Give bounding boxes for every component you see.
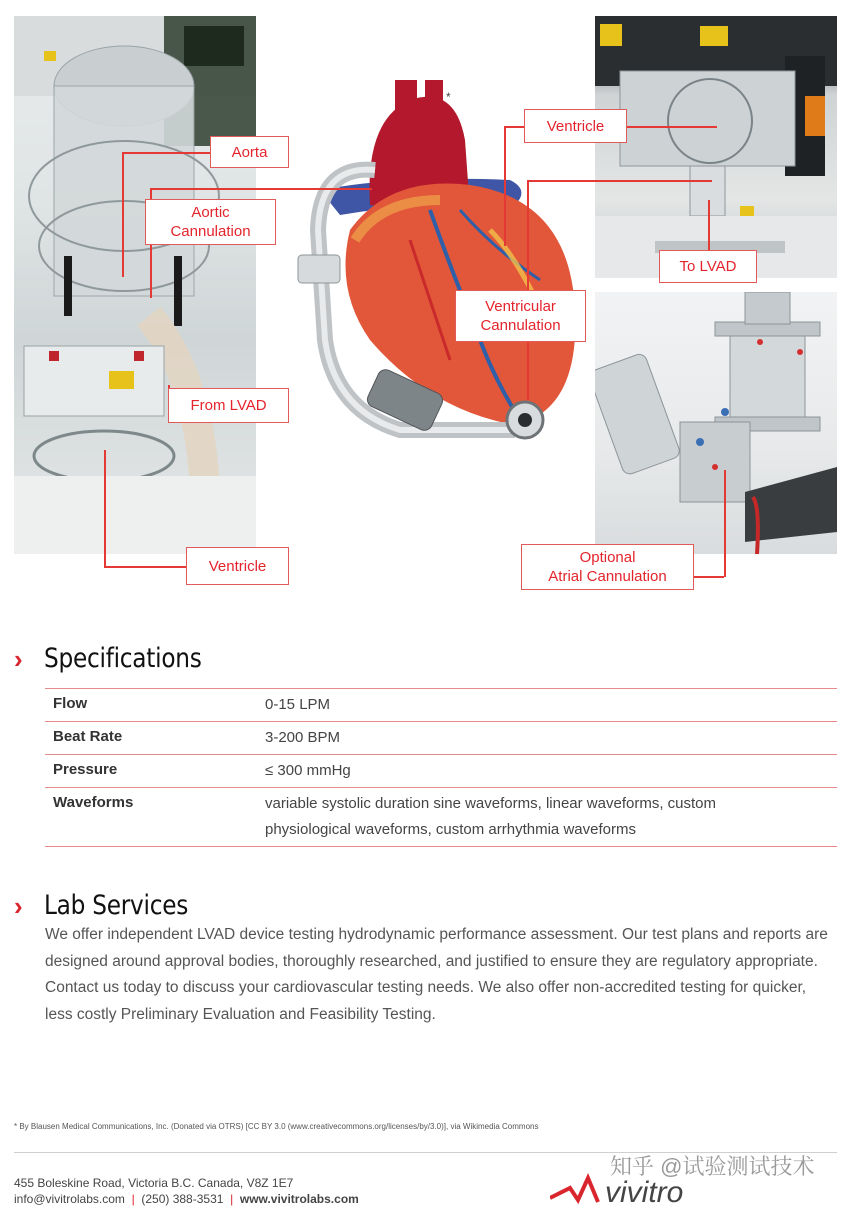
lab-services-title: Lab Services [44,890,189,921]
leader-line [104,450,106,567]
label-ventricle-right-text: Ventricle [546,117,605,135]
chevron-right-icon: › [14,643,23,674]
leader-line [627,126,717,128]
leader-line [527,180,712,182]
leader-line [122,152,124,277]
specifications-heading [14,643,227,674]
leader-line [504,126,524,128]
specifications-title: Specifications [44,643,202,674]
chevron-right-icon: › [14,890,23,921]
leader-line [527,342,529,400]
label-to-lvad [659,250,757,283]
footer-website-link[interactable]: www.vivitrolabs.com [239,1192,359,1206]
leader-line [104,566,186,568]
label-aortic-cannulation-line1: Aortic [191,204,230,221]
label-ventricular-cannulation-line2: Cannulation [480,317,561,334]
label-optional-atrial-line2: Atrial Cannulation [548,568,667,585]
label-optional-atrial-line1: Optional [579,549,636,566]
table-row [45,755,837,788]
table-row [45,689,837,722]
zhihu-watermark: 知乎 @试验测试技术 [610,1154,815,1179]
leader-line [504,126,506,246]
spec-value: 0-15 LPM [257,689,837,722]
label-ventricular-cannulation-line1: Ventricular [485,298,556,315]
specifications-table [45,688,837,847]
pulse-duplicator-photo [14,16,256,554]
footer-email-link[interactable]: info@vivitrolabs.com [14,1192,125,1206]
spec-value: 3-200 BPM [257,722,837,755]
table-row [45,788,837,847]
label-from-lvad-text: From LVAD [190,397,267,414]
leader-line [150,188,372,190]
leader-line [694,576,724,578]
label-aorta-text: Aorta [231,143,268,161]
footer-separator: | [131,1192,135,1206]
leader-line [122,152,212,154]
label-aortic-cannulation-line2: Cannulation [170,223,251,240]
label-to-lvad-text: To LVAD [679,258,737,275]
atrial-cannulation-cad-render [595,292,837,554]
label-ventricle-left-text: Ventricle [208,557,267,575]
spec-value: variable systolic duration sine waveforms, linear waveforms, custom physiological waveforms, custom arrhythmia waveforms [257,788,837,847]
image-credit-asterisk: * [446,90,451,104]
pulse-duplicator-closeup-photo [595,16,837,278]
image-credit-footnote: * By Blausen Medical Communications, Inc. (Donated via OTRS) [CC BY 3.0 (www.creativecommons.org/licenses/by/3.0)], via Wikimedia Commons [14,1122,539,1131]
leader-line [708,200,710,250]
lab-services-heading [14,890,212,921]
spec-key: Flow [45,689,257,722]
vivitro-logo [550,1168,850,1213]
label-ventricle-left [186,547,289,585]
label-optional-atrial-cannulation [521,544,694,590]
leader-line [527,180,529,290]
leader-line [724,470,726,577]
label-ventricle-right [524,109,627,143]
table-row [45,722,837,755]
footer-separator: | [230,1192,234,1206]
footer-address: 455 Boleskine Road, Victoria B.C. Canada, V8Z 1E7 [14,1176,294,1190]
label-ventricular-cannulation [455,290,586,342]
spec-key: Waveforms [45,788,257,847]
footer-contact [14,1192,359,1206]
lab-services-paragraph: We offer independent LVAD device testing hydrodynamic performance assessment. Our test plans and reports are designed around approval bodies, thoroughly researched, and justified to ensure they are regulatory appropriate. Contact us today to discuss your cardiovascular testing needs. We also offer non-accredited testing for quicker, less costly Preliminary Evaluation and Feasibility Testing. [45,926,828,1023]
spec-key: Pressure [45,755,257,788]
label-aortic-cannulation [145,199,276,245]
spec-value: ≤ 300 mmHg [257,755,837,788]
spec-key: Beat Rate [45,722,257,755]
label-aorta [210,136,289,168]
label-from-lvad [168,388,289,423]
svg-text:vivitro: vivitro [605,1176,684,1208]
footer-phone: (250) 388-3531 [141,1192,224,1206]
